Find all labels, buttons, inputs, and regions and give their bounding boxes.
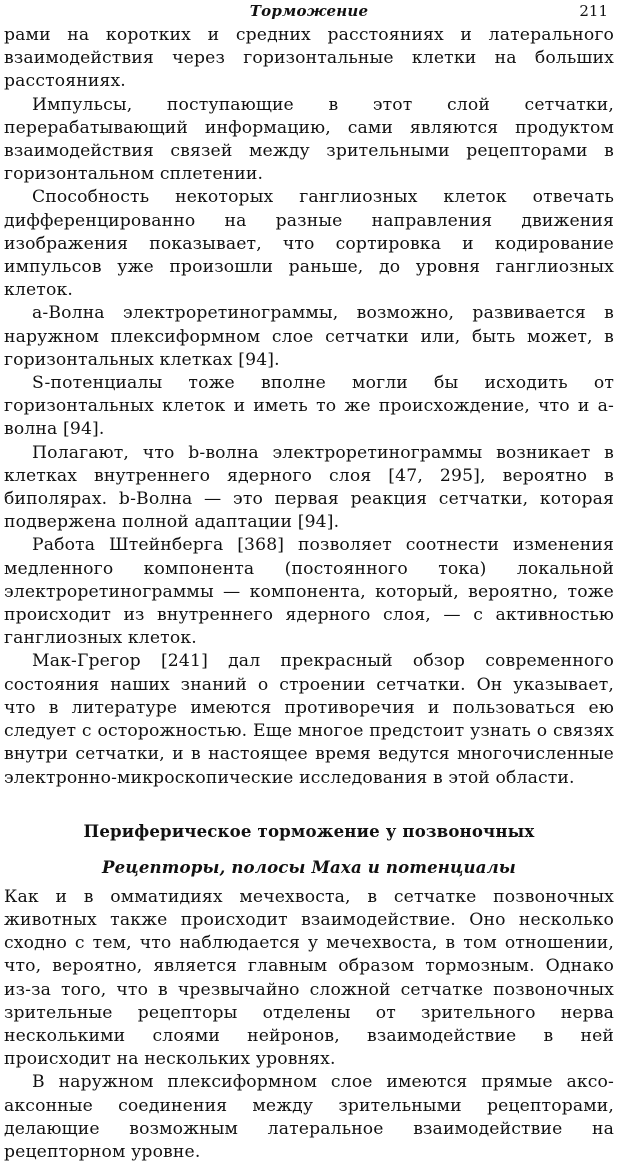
paragraph: В наружном плексиформном слое имеются прямые аксо-аксонные соединения между зрительными рецепторами, делающие возможным латеральное взаимодействие на рецепторном уровне. bbox=[4, 1072, 614, 1162]
paragraph: Работа Штейнберга [368] позволяет соотнести изменения медленного компонента (постоянного тока) локальной электроретинограммы — компонента, который, вероятно, тоже происходит из внутреннего ядерного слоя, — с активностью ганглиозных клеток. bbox=[4, 535, 614, 649]
paragraph: Импульсы, поступающие в этот слой сетчатки, перерабатывающий информацию, сами являются продуктом взаимодействия связей между зрительными рецепторами в горизонтальном сплетении. bbox=[4, 94, 614, 185]
spacer bbox=[4, 790, 614, 820]
running-title: Торможение bbox=[249, 2, 369, 20]
paragraph: Мак-Грегор [241] дал прекрасный обзор современного состояния наших знаний о строении сетчатки. Он указывает, что в литературе имеются противоречия и пользоваться ею следует с осторожностью. Еще многое предстоит узнать о связях внутри сетчатки, и в настоящее время ведутся многочисленные электронно-микроскопические исследования в этой области. bbox=[4, 651, 614, 788]
running-head bbox=[4, 0, 614, 24]
paragraph: рами на коротких и средних расстояниях и латерального взаимодействия через горизонтальные клетки на больших расстояниях. bbox=[4, 25, 614, 92]
paragraph: S-потенциалы тоже вполне могли бы исходить от горизонтальных клеток и иметь то же происхождение, что и a-волна [94]. bbox=[4, 373, 614, 440]
subsection-heading: Рецепторы, полосы Маха и потенциалы bbox=[102, 856, 516, 877]
page-number: 211 bbox=[579, 2, 608, 20]
spacer bbox=[4, 878, 614, 886]
paragraph: Как и в омматидиях мечехвоста, в сетчатке позвоночных животных также происходит взаимодействие. Оно несколько сходно с тем, что наблюдается у мечехвоста, в том отношении, что, вероятно, является главным образом тормозным. Однако из-за того, что в чрезвычайно сложной сетчатке позвоночных зрительные рецепторы отделены от зрительного нерва несколькими слоями нейронов, взаимодействие в ней происходит на нескольких уровнях. bbox=[4, 886, 614, 1070]
paragraph: Способность некоторых ганглиозных клеток отвечать дифференцированно на разные направления движения изображения показывает, что сортировка и кодирование импульсов уже произошли раньше, до уровня ганглиозных клеток. bbox=[4, 187, 614, 301]
body-text bbox=[4, 24, 614, 1164]
paragraph: a-Волна электроретинограммы, возможно, развивается в наружном плексиформном слое сетчатки или, быть может, в горизонтальных клетках [94]. bbox=[4, 303, 614, 370]
paragraph: Полагают, что b-волна электроретинограммы возникает в клетках внутреннего ядерного слоя [47, 295], вероятно в биполярах. b-Волна — это первая реакция сетчатки, которая подвержена полной адаптации [94]. bbox=[4, 442, 614, 533]
spacer bbox=[4, 842, 614, 856]
section-heading: Периферическое торможение у позвоночных bbox=[83, 820, 535, 841]
